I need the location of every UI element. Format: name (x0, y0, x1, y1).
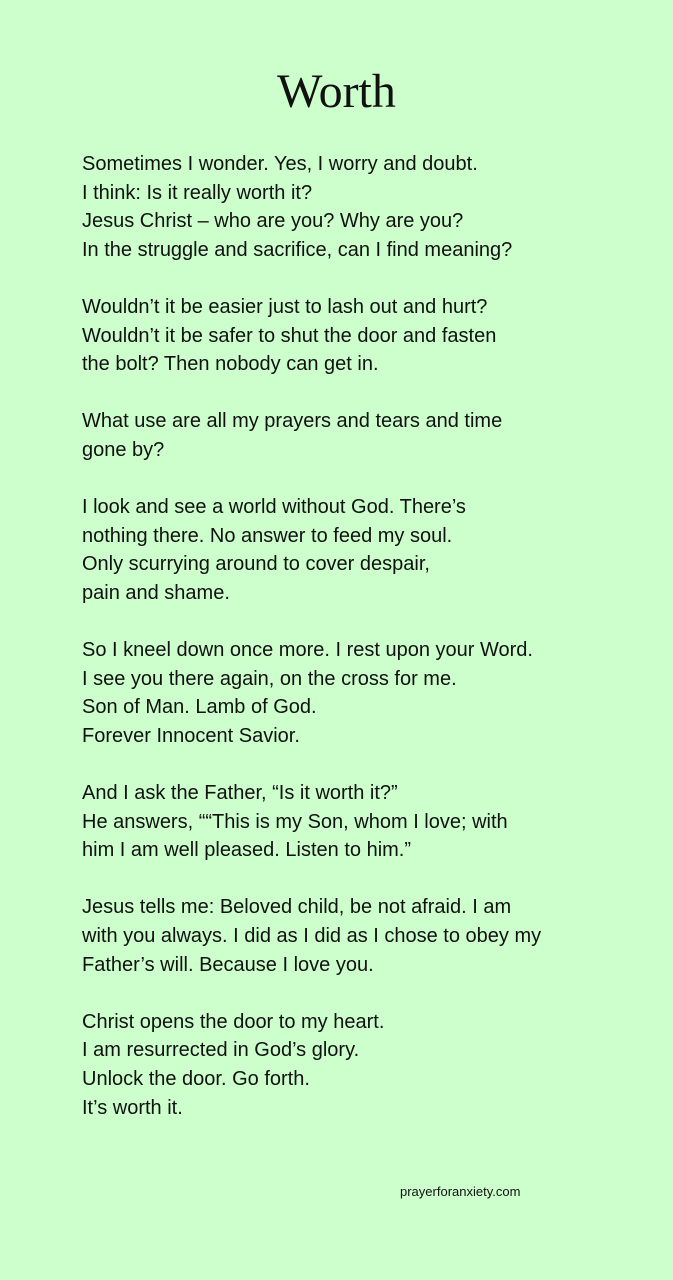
poem-line: Only scurrying around to cover despair, (82, 553, 430, 576)
poem-line: What use are all my prayers and tears and time (82, 410, 503, 433)
poem-line: Forever Innocent Savior. (82, 724, 300, 747)
stanza-7 (82, 893, 642, 979)
poem-line: It’s worth it. (82, 1096, 183, 1119)
poem-line: Sometimes I wonder. Yes, I worry and doubt. (82, 153, 478, 175)
stanza-8 (82, 1008, 642, 1122)
poem-line: I think: Is it really worth it? (82, 181, 313, 204)
poem-line: Jesus tells me: Beloved child, be not afraid. I am (82, 896, 512, 919)
poem-line: nothing there. No answer to feed my soul. (82, 524, 453, 547)
stanza-3 (82, 407, 642, 464)
stanza-2 (82, 293, 642, 379)
poem-line: him I am well pleased. Listen to him.” (82, 839, 412, 862)
poem-line: Wouldn’t it be easier just to lash out and hurt? (82, 295, 488, 318)
poem-line: pain and shame. (82, 581, 230, 604)
poem-line: Christ opens the door to my heart. (82, 1010, 385, 1033)
stanza-6 (82, 779, 642, 865)
poem-line: Jesus Christ – who are you? Why are you? (82, 210, 464, 233)
poem-line: In the struggle and sacrifice, can I find meaning? (82, 238, 513, 261)
stanza-1 (82, 150, 642, 264)
poem-line: Wouldn’t it be safer to shut the door and fasten (82, 324, 497, 347)
poem-line: And I ask the Father, “Is it worth it?” (82, 782, 398, 805)
poem-line: with you always. I did as I did as I chose to obey my (82, 925, 542, 948)
poem-line: Father’s will. Because I love you. (82, 953, 374, 976)
poem-line: So I kneel down once more. I rest upon your Word. (82, 639, 533, 662)
poem-line: He answers, ““This is my Son, whom I love; with (82, 810, 508, 833)
poem-body (82, 150, 642, 1151)
poem-line: I see you there again, on the cross for me. (82, 667, 457, 690)
stanza-5 (82, 636, 642, 750)
website-credit: prayerforanxiety.com (400, 1184, 521, 1199)
poem-line: Son of Man. Lamb of God. (82, 696, 317, 719)
poem-line: gone by? (82, 438, 165, 461)
poem-line: Unlock the door. Go forth. (82, 1068, 310, 1090)
poem-line: the bolt? Then nobody can get in. (82, 353, 379, 376)
poem-title: Worth (277, 65, 396, 118)
poem-line: I look and see a world without God. There’s (82, 496, 466, 519)
stanza-4 (82, 493, 642, 607)
poem-line: I am resurrected in God’s glory. (82, 1039, 360, 1062)
